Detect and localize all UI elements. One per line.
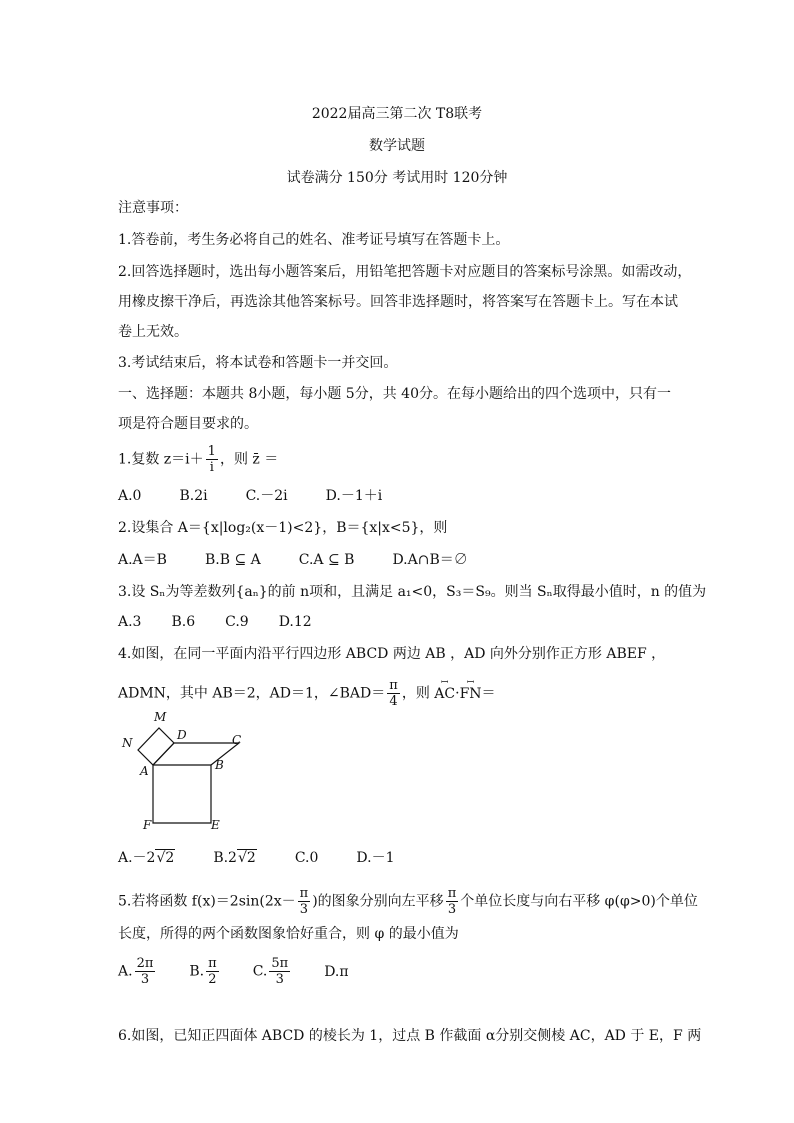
q2-option-a: A.A＝B [118, 552, 167, 568]
q4-option-b-text: B.2 [213, 850, 237, 866]
exam-info: 试卷满分 150分 考试用时 120分钟 [286, 170, 508, 186]
q5-option-c-fraction [269, 956, 290, 987]
q3-option-b: B.6 [171, 614, 196, 630]
q1-stem-end: ，则 z̄ ＝ [219, 451, 279, 468]
q5-option-b-den: 2 [208, 972, 217, 987]
q5-option-c-den: 3 [275, 972, 284, 987]
q1-fraction [206, 444, 218, 475]
q5-option-b-fraction [206, 956, 219, 987]
question-4-options [118, 848, 432, 868]
section-1-line-1: 一、选择题：本题共 8小题，每小题 5分，共 40分。在每小题给出的四个选项中，只有一 [118, 386, 671, 402]
square-admn [138, 728, 174, 765]
q5-frac2-num: π [447, 886, 457, 901]
question-2-options [118, 550, 506, 570]
q5-option-b-label: B. [189, 963, 205, 980]
q5-option-a-fraction [135, 956, 156, 987]
q5-option-a [118, 956, 157, 987]
label-a: A [140, 764, 149, 778]
note-1: 1.答卷前，考生务必将自己的姓名、准考证号填写在答题卡上。 [118, 232, 510, 248]
label-n: N [122, 736, 133, 750]
q4-angle-fraction [387, 678, 400, 709]
dot-product-symbol: · [455, 685, 460, 702]
q4-option-b [213, 848, 257, 868]
question-1-stem [118, 444, 278, 475]
q5-option-d: D.π [324, 963, 349, 980]
note-3: 3.考试结束后，将本试卷和答题卡一并交回。 [118, 355, 398, 371]
label-e: E [211, 818, 220, 832]
q3-option-c: C.9 [225, 614, 249, 630]
q4-frac-num: π [389, 678, 398, 693]
question-3-stem: 3.设 Sₙ为等差数列{aₙ}的前 n项和，且满足 a₁<0，S₃＝S₉。则当 Sₙ取得最小值时，n 的值为 [118, 584, 707, 600]
question-5-line-2: 长度，所得的两个函数图象恰好重合，则 φ 的最小值为 [118, 926, 459, 942]
q5-stem-start: 5.若将函数 f(x)＝2sin(2x－ [118, 893, 296, 910]
q3-option-d: D.12 [278, 614, 312, 630]
label-f: F [143, 818, 152, 832]
question-2-stem: 2.设集合 A＝{x|log₂(x－1)<2}，B＝{x|x<5}，则 [118, 520, 448, 536]
section-1-line-2: 项是符合题目要求的。 [118, 416, 258, 432]
question-5-line-1 [118, 886, 698, 917]
q3-option-a: A.3 [118, 614, 142, 630]
label-c: C [232, 733, 242, 747]
q4-stem-mid: ，则 [401, 685, 435, 702]
q5-frac1-den: 3 [299, 902, 309, 917]
q1-frac-den: i [209, 460, 214, 475]
q5-frac2-den: 3 [447, 902, 457, 917]
question-3-options [118, 612, 350, 632]
question-5-options [118, 956, 387, 987]
q5-option-a-num: 2π [136, 956, 154, 971]
q4-stem-end: ＝ [481, 685, 496, 702]
q1-option-a: A.0 [118, 488, 142, 504]
q4-option-a-radicand: 2 [165, 850, 175, 866]
q4-option-c: C.0 [294, 850, 319, 866]
q4-option-a-sqrt: √2 [156, 850, 175, 866]
question-4-line-2 [118, 678, 496, 709]
q4-option-b-radicand: 2 [246, 850, 256, 866]
q5-stem-end: 个单位长度与向右平移 φ(φ>0)个单位 [460, 893, 698, 910]
q4-option-a-text: A.－2 [118, 850, 156, 866]
q5-fraction-2 [446, 886, 459, 917]
q4-option-b-sqrt: √2 [237, 850, 256, 866]
square-abef [153, 765, 211, 823]
q5-option-b-num: π [208, 956, 217, 971]
q2-option-c: C.A ⊆ B [298, 552, 355, 568]
note-2-line-3: 卷上无效。 [118, 324, 188, 340]
q4-option-a [118, 848, 175, 868]
q5-fraction-1 [298, 886, 311, 917]
exam-title: 2022届高三第二次 T8联考 [311, 106, 483, 122]
question-4-line-1: 4.如图，在同一平面内沿平行四边形 ABCD 两边 AB ，AD 向外分别作正方形 ABEF ， [118, 646, 666, 662]
notes-heading: 注意事项： [118, 200, 188, 216]
q1-stem-start: 1.复数 z＝i＋ [118, 451, 204, 468]
q2-option-b: B.B ⊆ A [204, 552, 261, 568]
note-2-line-2: 用橡皮擦干净后，再选涂其他答案标号。回答非选择题时，将答案写在答题卡上。写在本试 [118, 294, 678, 310]
q1-option-b: B.2i [179, 488, 208, 504]
q5-option-a-den: 3 [140, 972, 150, 987]
label-b: B [215, 758, 224, 772]
q1-option-c: C.－2i [245, 488, 288, 504]
q1-option-d: D.－1＋i [325, 488, 383, 504]
parallelogram-abcd [153, 743, 239, 765]
q5-option-c-label: C. [252, 963, 268, 980]
label-d: D [177, 728, 187, 742]
q5-option-a-label: A. [118, 963, 133, 980]
note-2-line-1: 2.回答选择题时，选出每小题答案后，用铅笔把答题卡对应题目的答案标号涂黑。如需改动， [118, 264, 692, 280]
q5-option-c-num: 5π [271, 956, 289, 971]
q4-figure [110, 706, 260, 836]
q4-frac-den: 4 [389, 694, 398, 709]
q5-option-b [189, 956, 220, 987]
q4-stem-start: ADMN，其中 AB＝2，AD＝1，∠BAD＝ [118, 685, 386, 702]
vector-ac: ꟷ AC [434, 684, 455, 704]
q5-stem-mid: )的图象分别向左平移 [312, 893, 444, 910]
label-m: M [154, 710, 167, 724]
question-1-options [118, 486, 420, 506]
q4-option-d: D.－1 [356, 850, 395, 866]
q5-frac1-num: π [299, 886, 309, 901]
q2-option-d: D.A∩B＝∅ [392, 552, 468, 568]
question-6-line-1: 6.如图，已知正四面体 ABCD 的棱长为 1，过点 B 作截面 α分别交侧棱 AC，AD 于 E，F 两 [118, 1028, 702, 1044]
vector-fn: ꟷ FN [460, 684, 482, 704]
q5-option-c [253, 956, 293, 987]
q1-frac-num: 1 [207, 444, 216, 459]
subject-title: 数学试题 [369, 138, 425, 154]
